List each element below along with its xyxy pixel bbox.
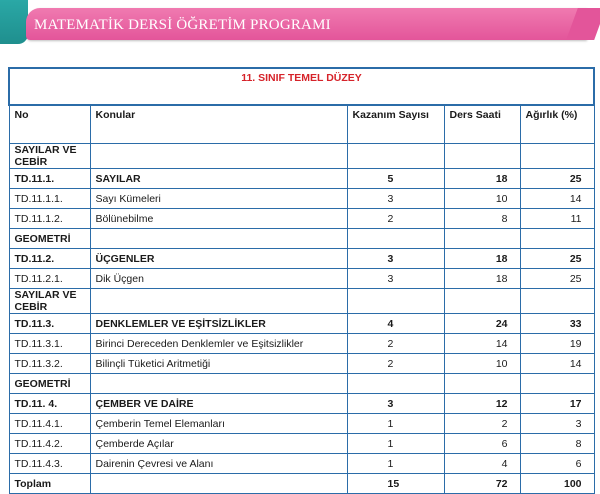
- row-konu: [90, 289, 347, 314]
- row-agirlik: 17: [520, 394, 594, 414]
- header-banner: [0, 0, 600, 44]
- section-row: [9, 229, 594, 249]
- row-kazanim: [347, 229, 444, 249]
- table-row: [9, 414, 594, 434]
- row-no: TD.11.4.3.: [9, 454, 90, 474]
- row-kazanim: 2: [347, 334, 444, 354]
- table-row: [9, 434, 594, 454]
- row-agirlik: 6: [520, 454, 594, 474]
- row-kazanim: 1: [347, 454, 444, 474]
- row-konu: [90, 229, 347, 249]
- page-title: MATEMATİK DERSİ ÖĞRETİM PROGRAMI: [34, 17, 331, 33]
- row-konu: [90, 474, 347, 494]
- row-agirlik: 14: [520, 189, 594, 209]
- header-ders: Ders Saati: [444, 105, 520, 144]
- row-no: GEOMETRİ: [9, 229, 90, 249]
- header-no: No: [9, 105, 90, 144]
- table-title-row: [9, 68, 594, 105]
- row-ders: 12: [444, 394, 520, 414]
- row-agirlik: 11: [520, 209, 594, 229]
- row-no: TD.11.1.1.: [9, 189, 90, 209]
- row-kazanim: 5: [347, 169, 444, 189]
- row-no: SAYILAR VE CEBİR: [9, 289, 90, 314]
- table-row: [9, 394, 594, 414]
- table-row: [9, 334, 594, 354]
- table-row: [9, 209, 594, 229]
- section-row: [9, 374, 594, 394]
- row-no: TD.11. 4.: [9, 394, 90, 414]
- row-ders: [444, 289, 520, 314]
- row-konu: Bilinçli Tüketici Aritmetiği: [90, 354, 347, 374]
- row-ders: [444, 144, 520, 169]
- row-konu: ÇEMBER VE DAİRE: [90, 394, 347, 414]
- row-no: TD.11.3.2.: [9, 354, 90, 374]
- row-no: TD.11.2.: [9, 249, 90, 269]
- row-konu: SAYILAR: [90, 169, 347, 189]
- section-row: [9, 289, 594, 314]
- total-row: [9, 474, 594, 494]
- row-ders: 6: [444, 434, 520, 454]
- row-ders: 18: [444, 249, 520, 269]
- row-konu: [90, 374, 347, 394]
- row-agirlik: 25: [520, 269, 594, 289]
- row-kazanim: [347, 144, 444, 169]
- row-agirlik: 25: [520, 169, 594, 189]
- row-konu: Dik Üçgen: [90, 269, 347, 289]
- row-kazanim: 1: [347, 434, 444, 454]
- table-row: [9, 169, 594, 189]
- row-ders: 14: [444, 334, 520, 354]
- row-no: TD.11.3.1.: [9, 334, 90, 354]
- row-no: TD.11.1.: [9, 169, 90, 189]
- table-row: [9, 269, 594, 289]
- row-konu: Çemberin Temel Elemanları: [90, 414, 347, 434]
- row-no: SAYILAR VE CEBİR: [9, 144, 90, 169]
- row-ders: 10: [444, 189, 520, 209]
- row-agirlik: 3: [520, 414, 594, 434]
- row-ders: 4: [444, 454, 520, 474]
- row-no: TD.11.1.2.: [9, 209, 90, 229]
- header-kazanim: Kazanım Sayısı: [347, 105, 444, 144]
- row-konu: Birinci Dereceden Denklemler ve Eşitsizlikler: [90, 334, 347, 354]
- row-no: TD.11.2.1.: [9, 269, 90, 289]
- row-kazanim: 3: [347, 269, 444, 289]
- curriculum-table-container: [8, 67, 593, 494]
- row-agirlik: [520, 289, 594, 314]
- row-kazanim: 15: [347, 474, 444, 494]
- row-ders: 18: [444, 169, 520, 189]
- row-ders: 10: [444, 354, 520, 374]
- row-ders: 2: [444, 414, 520, 434]
- table-row: [9, 314, 594, 334]
- row-konu: Sayı Kümeleri: [90, 189, 347, 209]
- row-agirlik: 14: [520, 354, 594, 374]
- row-ders: 18: [444, 269, 520, 289]
- row-agirlik: [520, 374, 594, 394]
- header-konular: Konular: [90, 105, 347, 144]
- curriculum-table: [8, 67, 595, 494]
- table-row: [9, 189, 594, 209]
- row-konu: ÜÇGENLER: [90, 249, 347, 269]
- row-konu: Dairenin Çevresi ve Alanı: [90, 454, 347, 474]
- row-konu: Bölünebilme: [90, 209, 347, 229]
- row-no: TD.11.3.: [9, 314, 90, 334]
- row-kazanim: 2: [347, 354, 444, 374]
- row-agirlik: 25: [520, 249, 594, 269]
- row-konu: Çemberde Açılar: [90, 434, 347, 454]
- row-agirlik: 33: [520, 314, 594, 334]
- row-ders: 8: [444, 209, 520, 229]
- row-konu: DENKLEMLER VE EŞİTSİZLİKLER: [90, 314, 347, 334]
- table-title: 11. SINIF TEMEL DÜZEY: [9, 68, 594, 105]
- banner-tab: [0, 0, 28, 44]
- row-ders: [444, 374, 520, 394]
- row-ders: 24: [444, 314, 520, 334]
- row-ders: [444, 229, 520, 249]
- row-kazanim: 4: [347, 314, 444, 334]
- row-agirlik: [520, 144, 594, 169]
- section-row: [9, 144, 594, 169]
- row-agirlik: 100: [520, 474, 594, 494]
- row-no: GEOMETRİ: [9, 374, 90, 394]
- row-kazanim: 3: [347, 249, 444, 269]
- table-row: [9, 249, 594, 269]
- row-agirlik: 19: [520, 334, 594, 354]
- table-header-row: [9, 105, 594, 144]
- row-kazanim: [347, 289, 444, 314]
- row-ders: 72: [444, 474, 520, 494]
- row-no: Toplam: [9, 474, 90, 494]
- row-no: TD.11.4.2.: [9, 434, 90, 454]
- row-konu: [90, 144, 347, 169]
- row-agirlik: [520, 229, 594, 249]
- table-row: [9, 354, 594, 374]
- row-kazanim: 3: [347, 189, 444, 209]
- row-no: TD.11.4.1.: [9, 414, 90, 434]
- row-agirlik: 8: [520, 434, 594, 454]
- row-kazanim: 1: [347, 414, 444, 434]
- row-kazanim: 3: [347, 394, 444, 414]
- header-agirlik: Ağırlık (%): [520, 105, 594, 144]
- row-kazanim: 2: [347, 209, 444, 229]
- table-row: [9, 454, 594, 474]
- row-kazanim: [347, 374, 444, 394]
